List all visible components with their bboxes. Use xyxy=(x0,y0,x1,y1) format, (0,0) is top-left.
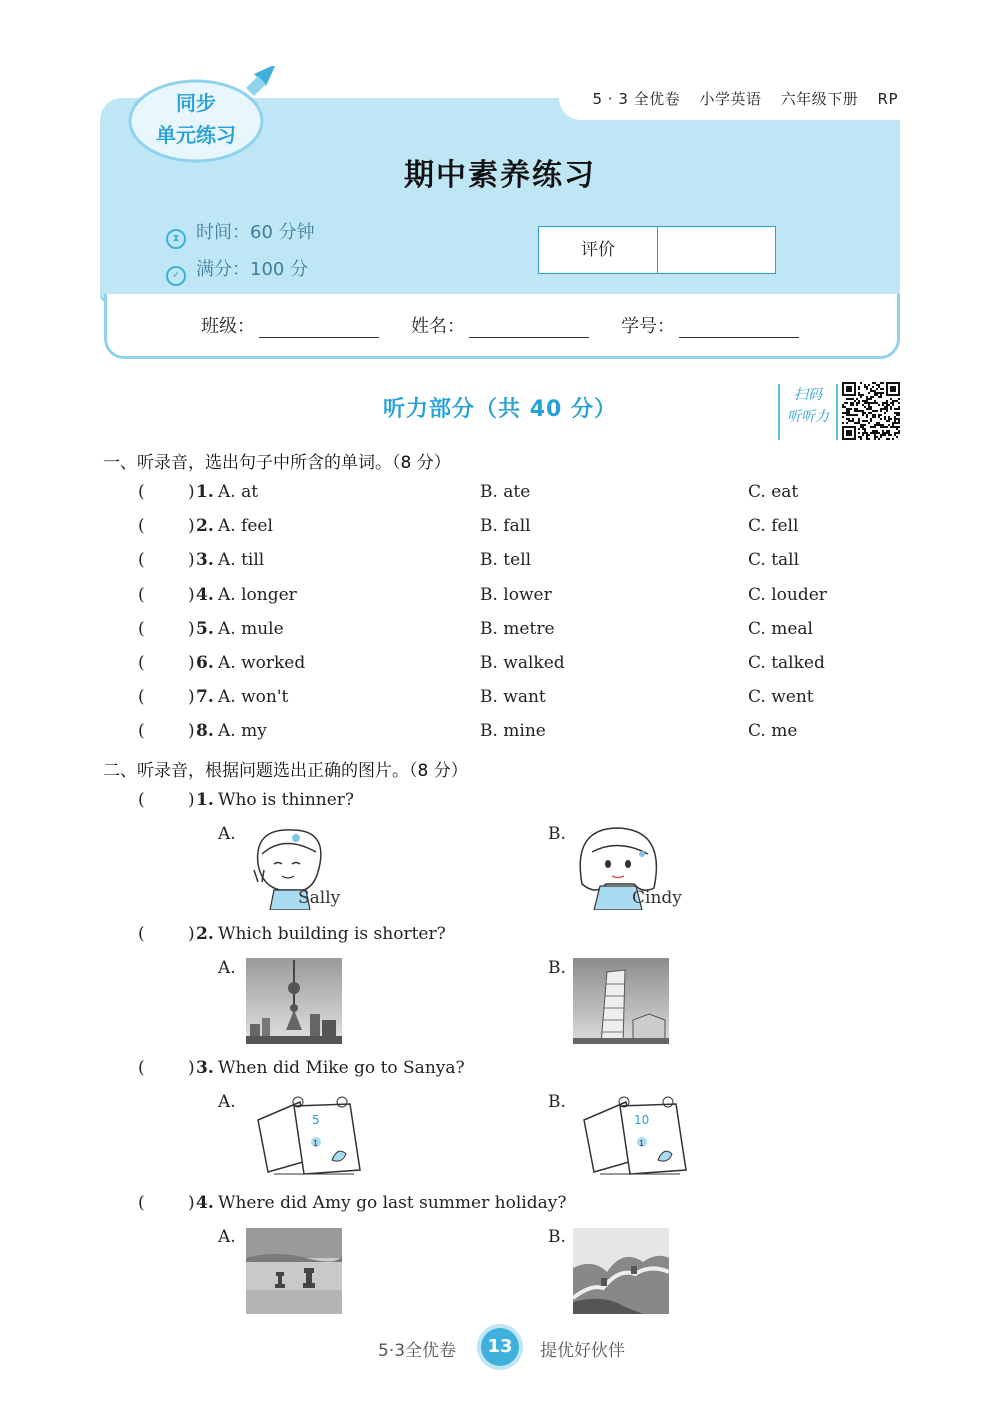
answer-paren-open[interactable]: ( xyxy=(138,618,145,639)
qr-text-2: 听听力 xyxy=(787,409,829,425)
answer-paren-open[interactable]: ( xyxy=(138,687,145,708)
question-number: 7. xyxy=(196,687,214,708)
option-c[interactable]: C. fell xyxy=(748,516,799,537)
option-a[interactable]: A. longer xyxy=(218,584,297,605)
question-number: 2. xyxy=(196,924,214,944)
answer-paren-open[interactable]: ( xyxy=(138,790,145,810)
option-b-label: B. xyxy=(548,824,566,844)
part2-question-2 xyxy=(138,924,918,954)
option-a[interactable]: A. feel xyxy=(218,516,273,537)
calendar-b-day: 1 xyxy=(639,1139,645,1148)
option-b[interactable]: B. want xyxy=(480,687,546,708)
part1-question-5 xyxy=(138,619,918,649)
answer-paren-close: ) xyxy=(188,516,195,537)
part1-question-4 xyxy=(138,585,918,615)
option-a-label: A. xyxy=(218,1092,236,1112)
sync-unit-badge xyxy=(126,66,276,166)
part1-question-1 xyxy=(138,482,918,512)
answer-paren-close: ) xyxy=(188,618,195,639)
page-title: 期中素养练习 xyxy=(404,158,596,193)
qr-code-icon[interactable] xyxy=(842,382,900,440)
badge-line2: 单元练习 xyxy=(156,123,236,147)
option-b[interactable]: B. fall xyxy=(480,516,531,537)
option-a[interactable]: A. till xyxy=(218,550,265,571)
option-b-name: Cindy xyxy=(632,888,682,908)
west-lake-pagodas-photo[interactable] xyxy=(246,1228,342,1314)
part2-heading: 二、听录音，根据问题选出正确的图片。（8 分） xyxy=(103,761,468,781)
score-info xyxy=(166,255,308,286)
option-b[interactable]: B. ate xyxy=(480,482,531,502)
option-c[interactable]: C. tall xyxy=(748,550,800,571)
question-number: 6. xyxy=(196,653,214,673)
option-c[interactable]: C. went xyxy=(748,687,814,708)
great-wall-photo[interactable] xyxy=(573,1228,669,1314)
option-c[interactable]: C. louder xyxy=(748,584,827,605)
page-number: 13 xyxy=(481,1328,519,1366)
answer-paren-close: ) xyxy=(188,687,195,708)
part2-question-4 xyxy=(138,1193,918,1223)
option-b[interactable]: B. metre xyxy=(480,618,555,639)
class-field[interactable] xyxy=(201,312,379,338)
oriental-pearl-tower-photo[interactable] xyxy=(246,958,342,1044)
question-number: 3. xyxy=(196,1058,214,1078)
calendar-a-day: 1 xyxy=(313,1139,319,1148)
series-line xyxy=(578,88,898,109)
answer-paren-open[interactable]: ( xyxy=(138,1058,145,1078)
evaluation-box[interactable] xyxy=(538,226,776,274)
answer-paren-close: ) xyxy=(188,721,195,742)
option-a-label: A. xyxy=(218,958,236,978)
footer-series: 5·3全优卷 xyxy=(378,1341,457,1361)
class-input-line[interactable] xyxy=(259,319,379,338)
option-a[interactable]: A. my xyxy=(218,721,267,742)
answer-paren-open[interactable]: ( xyxy=(138,584,145,605)
answer-paren-open[interactable]: ( xyxy=(138,1193,145,1213)
part1-question-6 xyxy=(138,653,918,683)
section-title: 听力部分（共 40 分） xyxy=(383,397,617,422)
calendar-a-month: 5 xyxy=(312,1113,320,1127)
option-a[interactable]: A. at xyxy=(218,482,259,502)
option-a-name: Sally xyxy=(298,888,341,908)
option-b[interactable]: B. mine xyxy=(480,721,546,742)
badge-line1: 同步 xyxy=(176,91,216,115)
option-a-label: A. xyxy=(218,1227,236,1247)
option-a[interactable]: A. worked xyxy=(218,653,306,673)
answer-paren-open[interactable]: ( xyxy=(138,550,145,571)
answer-paren-close: ) xyxy=(188,924,195,944)
option-b[interactable]: B. lower xyxy=(480,584,552,605)
clock-icon: ⧗ xyxy=(166,229,186,249)
question-number: 8. xyxy=(196,721,214,742)
answer-paren-close: ) xyxy=(188,584,195,605)
answer-paren-open[interactable]: ( xyxy=(138,653,145,673)
part1-question-8 xyxy=(138,721,918,751)
series-name: 5 · 3 全优卷 xyxy=(592,90,681,108)
time-label: 时间：60 分钟 xyxy=(196,222,315,243)
answer-paren-open[interactable]: ( xyxy=(138,516,145,537)
qr-text-1: 扫码 xyxy=(794,387,822,403)
answer-paren-open[interactable]: ( xyxy=(138,482,145,502)
part1-question-3 xyxy=(138,550,918,580)
part1-question-7 xyxy=(138,687,918,717)
header-card xyxy=(100,90,900,360)
series-subject: 小学英语 xyxy=(699,90,762,108)
score-label: 满分：100 分 xyxy=(196,259,309,280)
page-footer xyxy=(0,1328,1000,1368)
question-number: 3. xyxy=(196,550,214,571)
answer-paren-close: ) xyxy=(188,1058,195,1078)
part1-question-2 xyxy=(138,516,918,546)
qr-block[interactable] xyxy=(778,382,902,442)
question-text: Which building is shorter? xyxy=(218,924,446,944)
question-number: 1. xyxy=(196,482,214,502)
question-number: 5. xyxy=(196,618,214,639)
answer-paren-close: ) xyxy=(188,790,195,810)
option-b-label: B. xyxy=(548,1092,566,1112)
question-text: Who is thinner? xyxy=(218,790,355,810)
answer-paren-close: ) xyxy=(188,482,195,502)
qr-label xyxy=(778,384,838,440)
answer-paren-close: ) xyxy=(188,550,195,571)
option-c[interactable]: C. eat xyxy=(748,482,799,502)
name-field[interactable] xyxy=(411,312,589,338)
option-c[interactable]: C. talked xyxy=(748,653,825,673)
series-tab xyxy=(559,90,904,120)
student-id-field[interactable] xyxy=(621,312,799,338)
student-id-input-line[interactable] xyxy=(679,319,799,338)
part1-heading: 一、听录音，选出句子中所含的单词。（8 分） xyxy=(103,453,451,473)
question-text: Where did Amy go last summer holiday? xyxy=(218,1193,567,1213)
question-number: 4. xyxy=(196,584,214,605)
option-c[interactable]: C. meal xyxy=(748,618,813,639)
answer-paren-open[interactable]: ( xyxy=(138,721,145,742)
series-grade: 六年级下册 xyxy=(780,90,859,108)
question-number: 4. xyxy=(196,1193,214,1213)
option-b[interactable]: B. walked xyxy=(480,653,565,673)
series-edition: RP xyxy=(877,90,898,108)
question-number: 1. xyxy=(196,790,214,810)
leaning-tower-photo[interactable] xyxy=(573,958,669,1044)
name-input-line[interactable] xyxy=(469,319,589,338)
student-info-strip xyxy=(104,294,900,359)
part2-question-3 xyxy=(138,1058,918,1088)
option-a-label: A. xyxy=(218,824,236,844)
option-a[interactable]: A. mule xyxy=(218,618,284,639)
footer-slogan: 提优好伙伴 xyxy=(540,1341,625,1361)
option-a[interactable]: A. won't xyxy=(218,687,289,708)
answer-paren-open[interactable]: ( xyxy=(138,924,145,944)
time-info xyxy=(166,218,315,249)
student-id-label: 学号： xyxy=(621,316,675,337)
question-number: 2. xyxy=(196,516,214,537)
calendar-b-month: 10 xyxy=(634,1113,650,1127)
question-text: When did Mike go to Sanya? xyxy=(218,1058,465,1078)
name-label: 姓名： xyxy=(411,316,465,337)
option-b-label: B. xyxy=(548,958,566,978)
part2-question-1 xyxy=(138,790,918,820)
answer-paren-close: ) xyxy=(188,1193,195,1213)
answer-paren-close: ) xyxy=(188,653,195,673)
option-b-label: B. xyxy=(548,1227,566,1247)
option-c[interactable]: C. me xyxy=(748,721,798,742)
calendar-october-illustration[interactable] xyxy=(580,1090,690,1180)
check-icon: ✓ xyxy=(166,266,186,286)
option-b[interactable]: B. tell xyxy=(480,550,532,571)
calendar-may-illustration[interactable] xyxy=(254,1090,364,1180)
evaluation-label: 评价 xyxy=(539,227,658,273)
class-label: 班级： xyxy=(201,316,255,337)
